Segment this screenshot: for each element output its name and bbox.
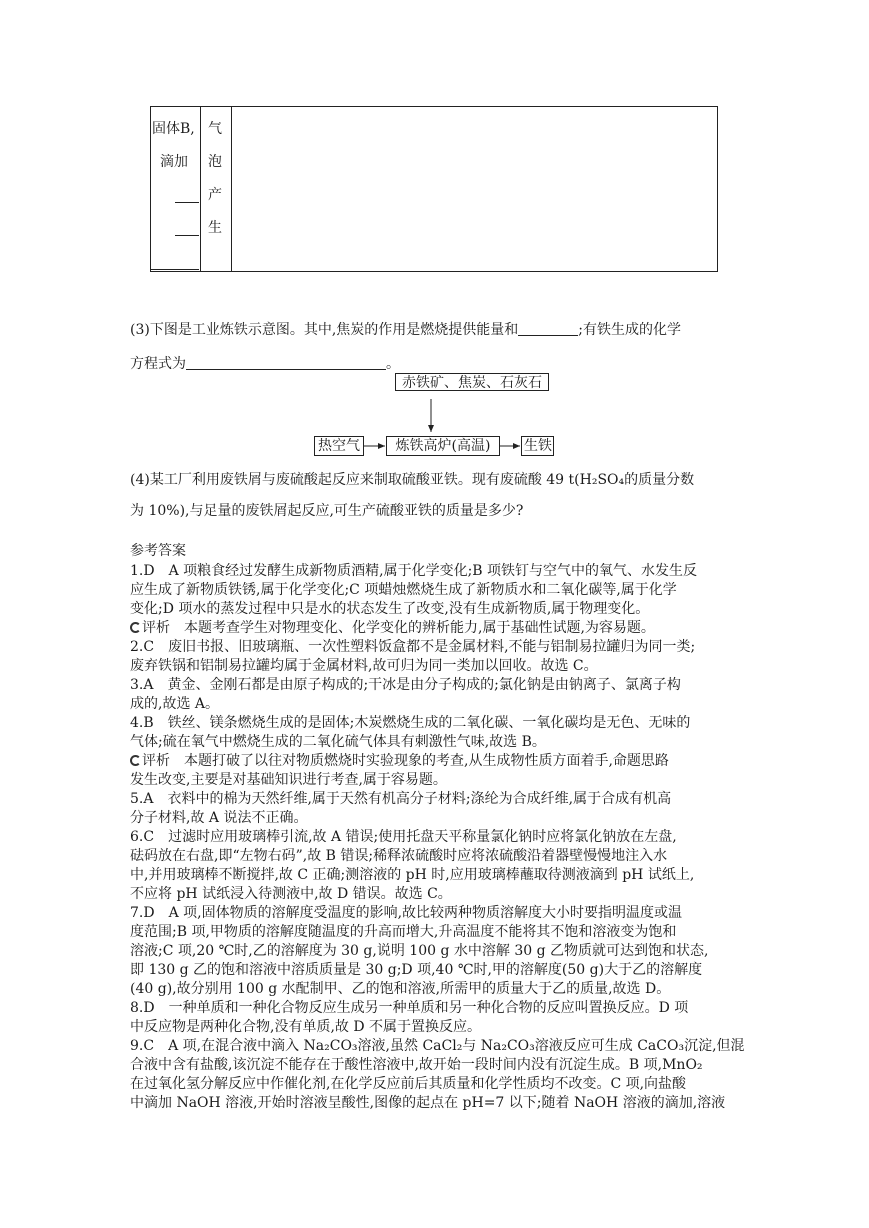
table-char: 泡 bbox=[208, 154, 222, 170]
table-char: 产 bbox=[208, 187, 222, 203]
answer-line: 1.D A 项粮食经过发酵生成新物质酒精,属于化学变化;B 项铁钉与空气中的氧气、水发生反 bbox=[130, 563, 698, 579]
question-3-line-1 bbox=[130, 321, 681, 339]
answer-line: 5.A 衣料中的棉为天然纤维,属于天然有机高分子材料;涤纶为合成纤维,属于合成有机高 bbox=[130, 791, 672, 807]
answer-comment-text: 评析 本题打破了以往对物质燃烧时实验现象的考查,从生成物性质方面着手,命题思路 bbox=[142, 753, 669, 769]
answer-line: 中反应物是两种化合物,没有单质,故 D 不属于置换反应。 bbox=[130, 1019, 482, 1035]
table-text-line: 固体B, bbox=[152, 121, 195, 137]
answer-line: 即 130 g 乙的饱和溶液中溶质质量是 30 g;D 项,40 ℃时,甲的溶解度(50 g)大于乙的溶解度 bbox=[130, 962, 703, 978]
answer-table bbox=[150, 106, 718, 272]
diagram-box-hot-air: 热空气 bbox=[314, 436, 364, 456]
table-cell-phenomenon bbox=[200, 107, 232, 271]
question-3-line-2 bbox=[130, 355, 400, 373]
answer-line bbox=[130, 752, 740, 771]
fill-blank-line bbox=[175, 235, 199, 236]
answer-comment-text: 评析 本题考查学生对物理变化、化学变化的辨析能力,属于基础性试题,为容易题。 bbox=[142, 620, 655, 636]
answer-line: 度范围;B 项,甲物质的溶解度随温度的升高而增大,升高温度不能将其不饱和溶液变为饱和 bbox=[130, 924, 677, 940]
answers-block bbox=[130, 562, 745, 1113]
question-3-text: 方程式为 bbox=[130, 356, 186, 372]
answers-title: 参考答案 bbox=[130, 543, 186, 559]
answer-line: 不应将 pH 试纸浸入待测液中,故 D 错误。故选 C。 bbox=[130, 886, 452, 902]
answer-line: 9.C A 项,在混合液中滴入 Na₂CO₃溶液,虽然 CaCl₂与 Na₂CO₃溶液反应可生成 CaCO₃沉淀,但混 bbox=[130, 1038, 745, 1054]
answer-blank bbox=[518, 321, 578, 336]
answer-line: 3.A 黄金、金刚石都是由原子构成的;干冰是由分子构成的;氯化钠是由钠离子、氯离子构 bbox=[130, 677, 681, 693]
answer-line bbox=[130, 619, 740, 638]
question-4-line-1: (4)某工厂利用废铁屑与废硫酸起反应来制取硫酸亚铁。现有废硫酸 49 t(H₂SO₄的质量分数 bbox=[130, 472, 695, 488]
answer-line: 砝码放在右盘,即“左物右码”,故 B 错误;稀释浓硫酸时应将浓硫酸沿着器壁慢慢地注入水 bbox=[130, 848, 668, 864]
diagram-box-blast-furnace: 炼铁高炉(高温) bbox=[386, 436, 500, 456]
answer-line: 6.C 过滤时应用玻璃棒引流,故 A 错误;使用托盘天平称量氯化钠时应将氯化钠放在左盘, bbox=[130, 829, 677, 845]
answer-line: 溶液;C 项,20 ℃时,乙的溶解度为 30 g,说明 100 g 水中溶解 30 g 乙物质就可达到饱和状态, bbox=[130, 943, 709, 959]
fill-blank-line bbox=[175, 202, 199, 203]
diagram-box-raw-materials: 赤铁矿、焦炭、石灰石 bbox=[395, 373, 549, 391]
answer-line: 在过氧化氢分解反应中作催化剂,在化学反应前后其质量和化学性质均不改变。C 项,向盐酸 bbox=[130, 1076, 687, 1092]
answer-line: 合液中含有盐酸,该沉淀不能存在于酸性溶液中,故开始一段时间内没有沉淀生成。B 项,MnO₂ bbox=[130, 1057, 703, 1073]
comment-icon bbox=[130, 755, 141, 766]
answer-line: 8.D 一种单质和一种化合物反应生成另一种单质和另一种化合物的反应叫置换反应。D 项 bbox=[130, 1000, 689, 1016]
answer-line: 中滴加 NaOH 溶液,开始时溶液呈酸性,图像的起点在 pH=7 以下;随着 NaOH 溶液的滴加,溶液 bbox=[130, 1095, 726, 1111]
answer-line: 发生改变,主要是对基础知识进行考查,属于容易题。 bbox=[130, 772, 447, 788]
answer-line: 中,并用玻璃棒不断搅拌,故 C 正确;测溶液的 pH 时,应用玻璃棒蘸取待测液滴到 pH 试纸上, bbox=[130, 867, 695, 883]
table-char: 气 bbox=[208, 121, 222, 137]
question-4-line-2: 为 10%),与足量的废铁屑起反应,可生产硫酸亚铁的质量是多少? bbox=[130, 503, 524, 519]
question-3-text: (3)下图是工业炼铁示意图。其中,焦炭的作用是燃烧提供能量和 bbox=[130, 322, 519, 338]
answer-line: 7.D A 项,固体物质的溶解度受温度的影响,故比较两种物质溶解度大小时要指明温度或温 bbox=[130, 905, 683, 921]
table-char: 生 bbox=[208, 220, 222, 236]
answer-line: (40 g),故分别用 100 g 水配制甲、乙的饱和溶液,所需甲的质量大于乙的质量,故选 D。 bbox=[130, 981, 671, 997]
answer-line: 4.B 铁丝、镁条燃烧生成的是固体;木炭燃烧生成的二氧化碳、一氧化碳均是无色、无味的 bbox=[130, 715, 691, 731]
answer-line: 应生成了新物质铁锈,属于化学变化;C 项蜡烛燃烧生成了新物质水和二氧化碳等,属于化学 bbox=[130, 582, 677, 598]
answer-line: 气体;硫在氧气中燃烧生成的二氧化硫气体具有刺激性气味,故选 B。 bbox=[130, 734, 546, 750]
fill-blank-line bbox=[151, 269, 199, 270]
table-text-line: 滴加 bbox=[160, 154, 188, 170]
answer-line: 废弃铁锅和铝制易拉罐均属于金属材料,故可归为同一类加以回收。故选 C。 bbox=[130, 658, 598, 674]
question-3-text-end: ;有铁生成的化学 bbox=[578, 322, 681, 338]
answer-line: 分子材料,故 A 说法不正确。 bbox=[130, 810, 308, 826]
answer-line: 2.C 废旧书报、旧玻璃瓶、一次性塑料饭盒都不是金属材料,不能与铝制易拉罐归为同一类; bbox=[130, 639, 696, 655]
question-3-text-end: 。 bbox=[386, 356, 400, 372]
diagram-box-pig-iron: 生铁 bbox=[521, 436, 554, 456]
answer-line: 变化;D 项水的蒸发过程中只是水的状态发生了改变,没有生成新物质,属于物理变化。 bbox=[130, 601, 650, 617]
answer-line: 成的,故选 A。 bbox=[130, 696, 220, 712]
answer-blank bbox=[186, 355, 386, 370]
comment-icon bbox=[130, 622, 141, 633]
table-cell-description bbox=[151, 107, 201, 271]
